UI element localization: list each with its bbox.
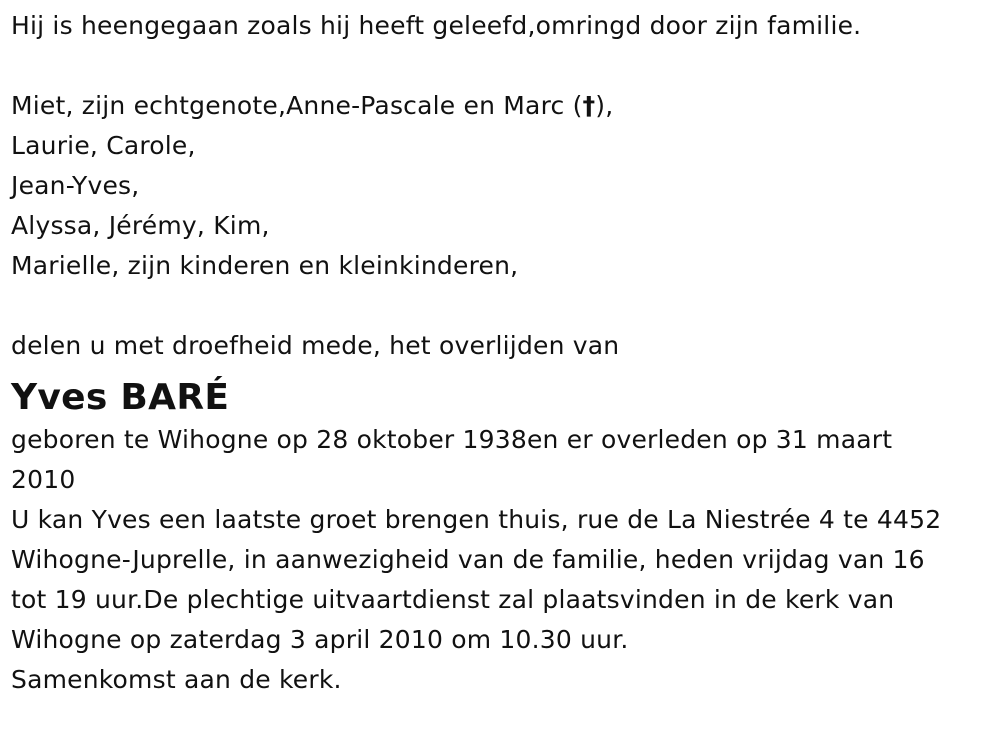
visitation-line-4: Wihogne op zaterdag 3 april 2010 om 10.30 uur.	[11, 625, 629, 654]
cross-icon: †	[582, 91, 596, 120]
gathering-text: Samenkomst aan de kerk.	[11, 665, 342, 694]
visitation-info	[11, 500, 990, 660]
family-line-1-text: Miet, zijn echtgenote,Anne-Pascale en Marc (	[11, 91, 583, 120]
visitation-line-3: tot 19 uur.De plechtige uitvaartdienst zal plaatsvinden in de kerk van	[11, 585, 895, 614]
spacer	[11, 46, 990, 86]
visitation-line-1: U kan Yves een laatste groet brengen thuis, rue de La Niestrée 4 te 4452	[11, 505, 942, 534]
spacer	[11, 286, 990, 326]
intro-text: Hij is heengegaan zoals hij heeft geleefd,omringd door zijn familie.	[11, 11, 862, 40]
family-line-5: Marielle, zijn kinderen en kleinkinderen,	[11, 251, 519, 280]
birth-death-line-1: geboren te Wihogne op 28 oktober 1938en er overleden op 31 maart	[11, 425, 893, 454]
visitation-line-2: Wihogne-Juprelle, in aanwezigheid van de familie, heden vrijdag van 16	[11, 545, 925, 574]
family-list	[11, 86, 990, 286]
family-line-2: Laurie, Carole,	[11, 131, 196, 160]
family-line-1	[11, 86, 990, 126]
birth-death-info	[11, 420, 990, 500]
birth-death-line-2: 2010	[11, 465, 76, 494]
family-line-1-end: ),	[595, 91, 614, 120]
announcement-text: delen u met droefheid mede, het overlijden van	[11, 331, 620, 360]
deceased-name: Yves BARÉ	[11, 377, 230, 418]
family-line-4: Alyssa, Jérémy, Kim,	[11, 211, 270, 240]
family-line-3: Jean-Yves,	[11, 171, 140, 200]
